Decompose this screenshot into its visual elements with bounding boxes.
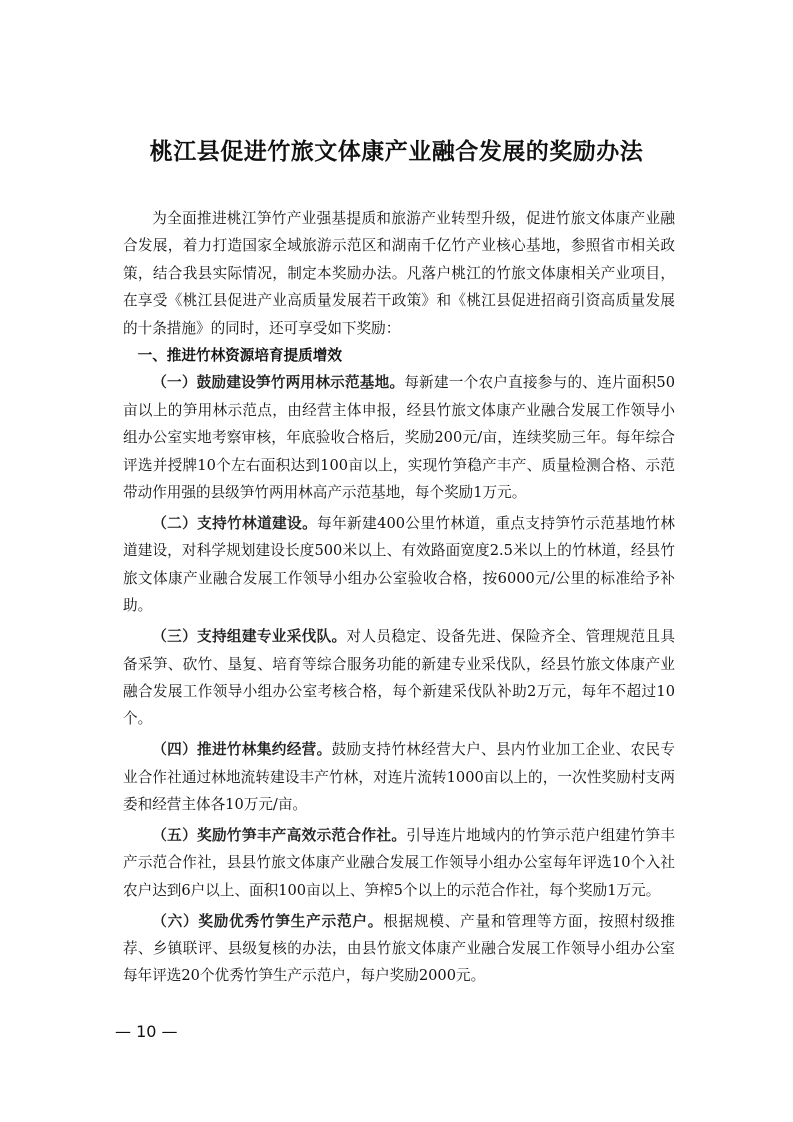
item-text-4: 鼓励支持竹林经营大户、县内竹业加工企业、农民专业合作社通过林地流转建设丰产竹林，对连片流转1000亩以上的，一次性奖励村支两委和经营主体各10万元/亩。 <box>123 741 675 814</box>
item-heading-6: （六）奖励优秀竹笋生产示范户。 <box>152 912 384 930</box>
page-number: — 10 — <box>115 1022 178 1041</box>
intro-paragraph: 为全面推进桃江笋竹产业强基提质和旅游产业转型升级，促进竹旅文体康产业融合发展，着力打造国家全域旅游示范区和湖南千亿竹产业核心基地，参照省市相关政策，结合我县实际情况，制定本奖励办法。凡落户桃江的竹旅文体康相关产业项目，在享受《桃江县促进产业高质量发展若干政策》和《桃江县促进招商引资高质量发展的十条措施》的同时，还可享受如下奖励： <box>123 210 675 337</box>
item-text-5: 引导连片地域内的竹笋示范户组建竹笋丰产示范合作社，县县竹旅文体康产业融合发展工作领导小组办公室每年评选10个入社农户达到6户以上、面积100亩以上、笋榨5个以上的示范合作社，每个奖励1万元。 <box>123 826 675 899</box>
item-paragraph-2 <box>123 510 675 620</box>
document-title: 桃江县促进竹旅文体康产业融合发展的奖励办法 <box>149 139 644 165</box>
item-paragraph-1 <box>123 369 675 506</box>
item-heading-1: （一）鼓励建设笋竹两用林示范基地。 <box>152 374 405 392</box>
item-heading-5: （五）奖励竹笋丰产高效示范合作社。 <box>152 826 407 844</box>
item-heading-2: （二）支持竹林道建设。 <box>152 514 318 532</box>
item-text-2: 每年新建400公里竹林道，重点支持笋竹示范基地竹林道建设，对科学规划建设长度500米以上、有效路面宽度2.5米以上的竹林道，经县竹旅文体康产业融合发展工作领导小组办公室验收合格，按6000元/公里的标准给予补助。 <box>123 514 675 615</box>
item-heading-3: （三）支持组建专业采伐队。 <box>152 628 347 646</box>
item-heading-4: （四）推进竹林集约经营。 <box>152 741 332 759</box>
item-paragraph-5 <box>123 822 675 904</box>
item-paragraph-4 <box>123 736 675 818</box>
item-paragraph-3 <box>123 623 675 733</box>
section-heading-1: 一、推进竹林资源培育提质增效 <box>137 347 342 365</box>
item-text-6: 根据规模、产量和管理等方面，按照村级推荐、乡镇联评、县级复核的办法，由县竹旅文体康产业融合发展工作领导小组办公室每年评选20个优秀竹笋生产示范户，每户奖励2000元。 <box>123 912 675 985</box>
item-text-1: 每新建一个农户直接参与的、连片面积50亩以上的笋用林示范点，由经营主体申报，经县竹旅文体康产业融合发展工作领导小组办公室实地考察审核，年底验收合格后，奖励200元/亩，连续奖励三年。每年综合评选并授牌10个左右面积达到100亩以上，实现竹笋稳产丰产、质量检测合格、示范带动作用强的县级笋竹两用林高产示范基地，每个奖励1万元。 <box>123 374 675 502</box>
document-body <box>123 205 675 993</box>
item-paragraph-6 <box>123 908 675 990</box>
item-text-3: 对人员稳定、设备先进、保险齐全、管理规范且具备采笋、砍竹、垦复、培育等综合服务功能的新建专业采伐队，经县竹旅文体康产业融合发展工作领导小组办公室考核合格，每个新建采伐队补助2万元，每年不超过10个。 <box>123 628 675 728</box>
